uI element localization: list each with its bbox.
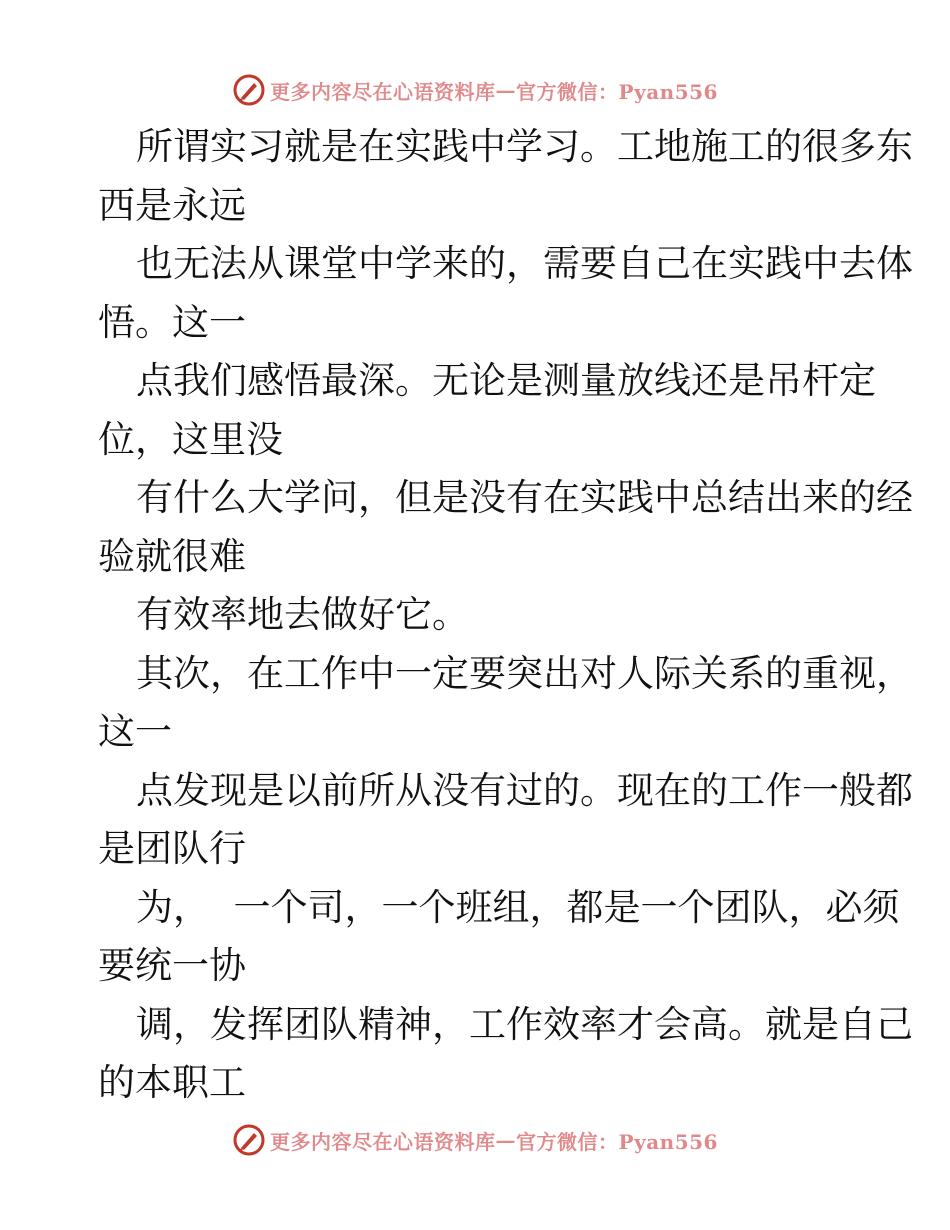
footer-watermark: [0, 1120, 950, 1160]
footer-separator: —: [495, 1128, 517, 1152]
footer-contact-text: 官方微信：Pyan556: [516, 1129, 718, 1154]
quill-logo-icon: [232, 73, 266, 107]
body-line: 是团队行: [98, 827, 246, 870]
body-line: 西是永远: [98, 183, 246, 227]
body-line: 有效率地去做好它。: [136, 593, 469, 636]
body-line: 点我们感悟最深。无论是测量放线还是吊杆定: [136, 359, 876, 402]
body-line: 要统一协: [98, 944, 246, 987]
body-line: 验就很难: [98, 534, 246, 578]
body-line: 的本职工: [98, 1061, 246, 1104]
body-line: 所谓实习就是在实践中学习。工地施工的很多东: [136, 125, 913, 168]
body-line: 这一: [98, 710, 172, 753]
body-line: 为， 一个司，一个班组，都是一个团队，必须: [136, 885, 900, 929]
footer-brand-text: 更多内容尽在心语资料库: [270, 1129, 496, 1154]
body-line: 有什么大学问，但是没有在实践中总结出来的经: [136, 476, 913, 519]
body-line: 点发现是以前所从没有过的。现在的工作一般都: [136, 768, 913, 812]
header-contact-text: 官方微信：Pyan556: [516, 79, 718, 104]
header-watermark: [0, 70, 950, 110]
header-separator: —: [495, 78, 517, 102]
document-body: [98, 118, 913, 1113]
quill-logo-icon: [232, 1123, 266, 1157]
body-line: 悟。这一: [98, 300, 246, 344]
body-line: 也无法从课堂中学来的，需要自己在实践中去体: [136, 242, 913, 285]
body-line: 调，发挥团队精神，工作效率才会高。就是自己: [136, 1002, 913, 1046]
body-line: 其次，在工作中一定要突出对人际关系的重视，: [136, 651, 913, 695]
body-line: 位，这里没: [98, 417, 283, 461]
header-brand-text: 更多内容尽在心语资料库: [270, 79, 496, 104]
